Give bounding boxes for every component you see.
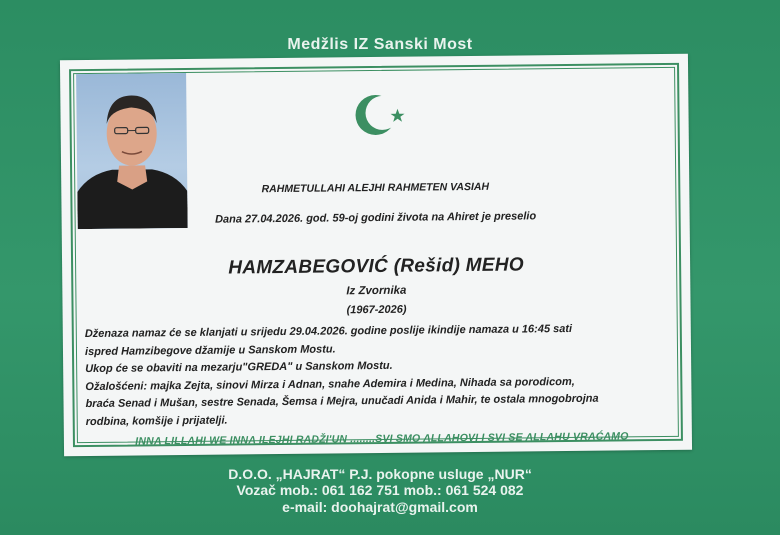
death-date-line: Dana 27.04.2026. god. 59-oj godini života na Ahiret je preselio	[214, 210, 537, 226]
body-line: Dženaza namaz će se klanjati u srijedu 29.04.2026. godine poslije ikindije namaza u 16:45 sati	[84, 322, 573, 341]
closing-verse: INNA LILLAHI WE INNA ILEJHI RADŽI'UN ........SVI SMO ALLAHOVI I SVI SE ALLAHU VRAĆAMO	[135, 430, 629, 448]
prayer-phrase: RAHMETULLAHI ALEJHI RAHMETEN VASIAH	[261, 180, 490, 196]
body-line: ispred Hamzibegove džamije u Sanskom Mostu.	[84, 342, 336, 358]
contact-phones: Vozač mob.: 061 162 751 mob.: 061 524 082	[236, 482, 524, 498]
obituary-card	[60, 54, 692, 457]
body-line: Ožalošćeni: majka Zejta, sinovi Mirza i Adnan, snahe Ademira i Medina, Nihada sa porodicom,	[85, 375, 575, 393]
body-line: braća Senad i Mušan, sestre Senada, Šemsa i Mejra, unučadi Anida i Mahir, te ostala mnogobrojna	[85, 392, 599, 411]
organization-title: Medžlis IZ Sanski Most	[287, 36, 473, 53]
deceased-photo	[76, 73, 188, 229]
life-years: (1967-2026)	[346, 303, 407, 317]
origin-line: Iz Zvornika	[346, 284, 407, 298]
body-line: rodbina, komšije i prijatelji.	[85, 414, 228, 428]
body-line: Ukop će se obaviti na mezarju"GREDA" u Sanskom Mostu.	[85, 359, 393, 376]
deceased-name: HAMZABEGOVIĆ (Rešid) MEHO	[228, 254, 525, 279]
obituary-body	[85, 320, 676, 431]
contact-email: e-mail: doohajrat@gmail.com	[282, 499, 478, 515]
crescent-star-icon	[353, 89, 414, 142]
funeral-service-name: D.O.O. „HAJRAT“ P.J. pokopne usluge „NUR“	[228, 466, 532, 482]
